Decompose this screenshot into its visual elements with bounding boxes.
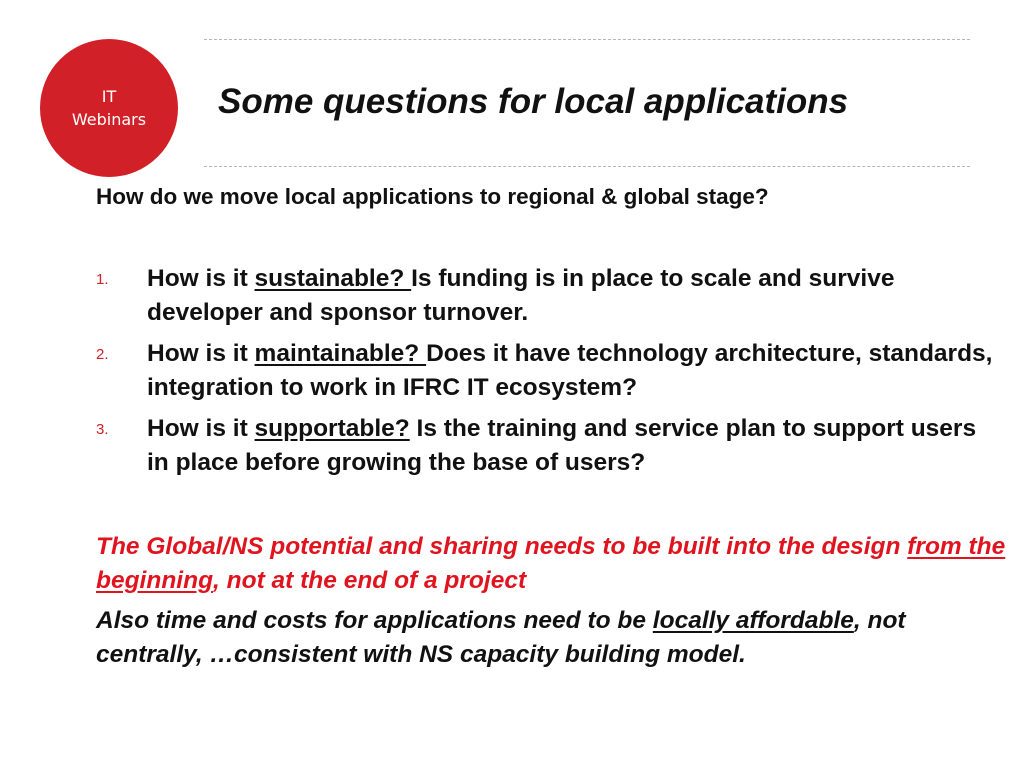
logo-line-2: Webinars [71, 110, 147, 129]
question-lead: How is it [147, 340, 255, 367]
affordability-note [96, 604, 1016, 672]
question-item [96, 412, 996, 480]
intro-question: How do we move local applications to regional & global stage? [96, 184, 769, 209]
question-number: 2. [96, 346, 109, 363]
it-webinars-logo [40, 39, 178, 177]
note-text: , not centrally, …consistent with NS capacity building model. [96, 607, 906, 668]
question-term: sustainable? [254, 265, 412, 292]
bottom-divider [204, 166, 970, 167]
slide-title: Some questions for local applications [218, 82, 849, 121]
note-text: , not at the end of a project [213, 567, 527, 594]
question-rest: Is funding is in place to scale and survive developer and sponsor turnover. [147, 265, 895, 326]
question-item [96, 262, 996, 330]
question-item [96, 337, 996, 405]
question-number: 3. [96, 421, 109, 438]
question-number: 1. [96, 271, 109, 288]
note-emphasis: from the beginning [96, 533, 1006, 594]
question-term: supportable? [254, 415, 410, 442]
question-term: maintainable? [254, 340, 427, 367]
questions-list [96, 262, 996, 487]
question-lead: How is it [147, 415, 255, 442]
note-text: The Global/NS potential and sharing needs to be built into the design [96, 533, 908, 560]
question-lead: How is it [147, 265, 255, 292]
question-rest: Is the training and service plan to support users in place before growing the base of users? [147, 415, 977, 476]
top-divider [204, 39, 970, 40]
note-emphasis: locally affordable [652, 607, 854, 634]
logo-line-1: IT [101, 87, 117, 106]
global-sharing-note [96, 530, 1016, 598]
note-text: Also time and costs for applications need to be [96, 607, 653, 634]
question-rest: Does it have technology architecture, standards, integration to work in IFRC IT ecosystem? [147, 340, 993, 401]
